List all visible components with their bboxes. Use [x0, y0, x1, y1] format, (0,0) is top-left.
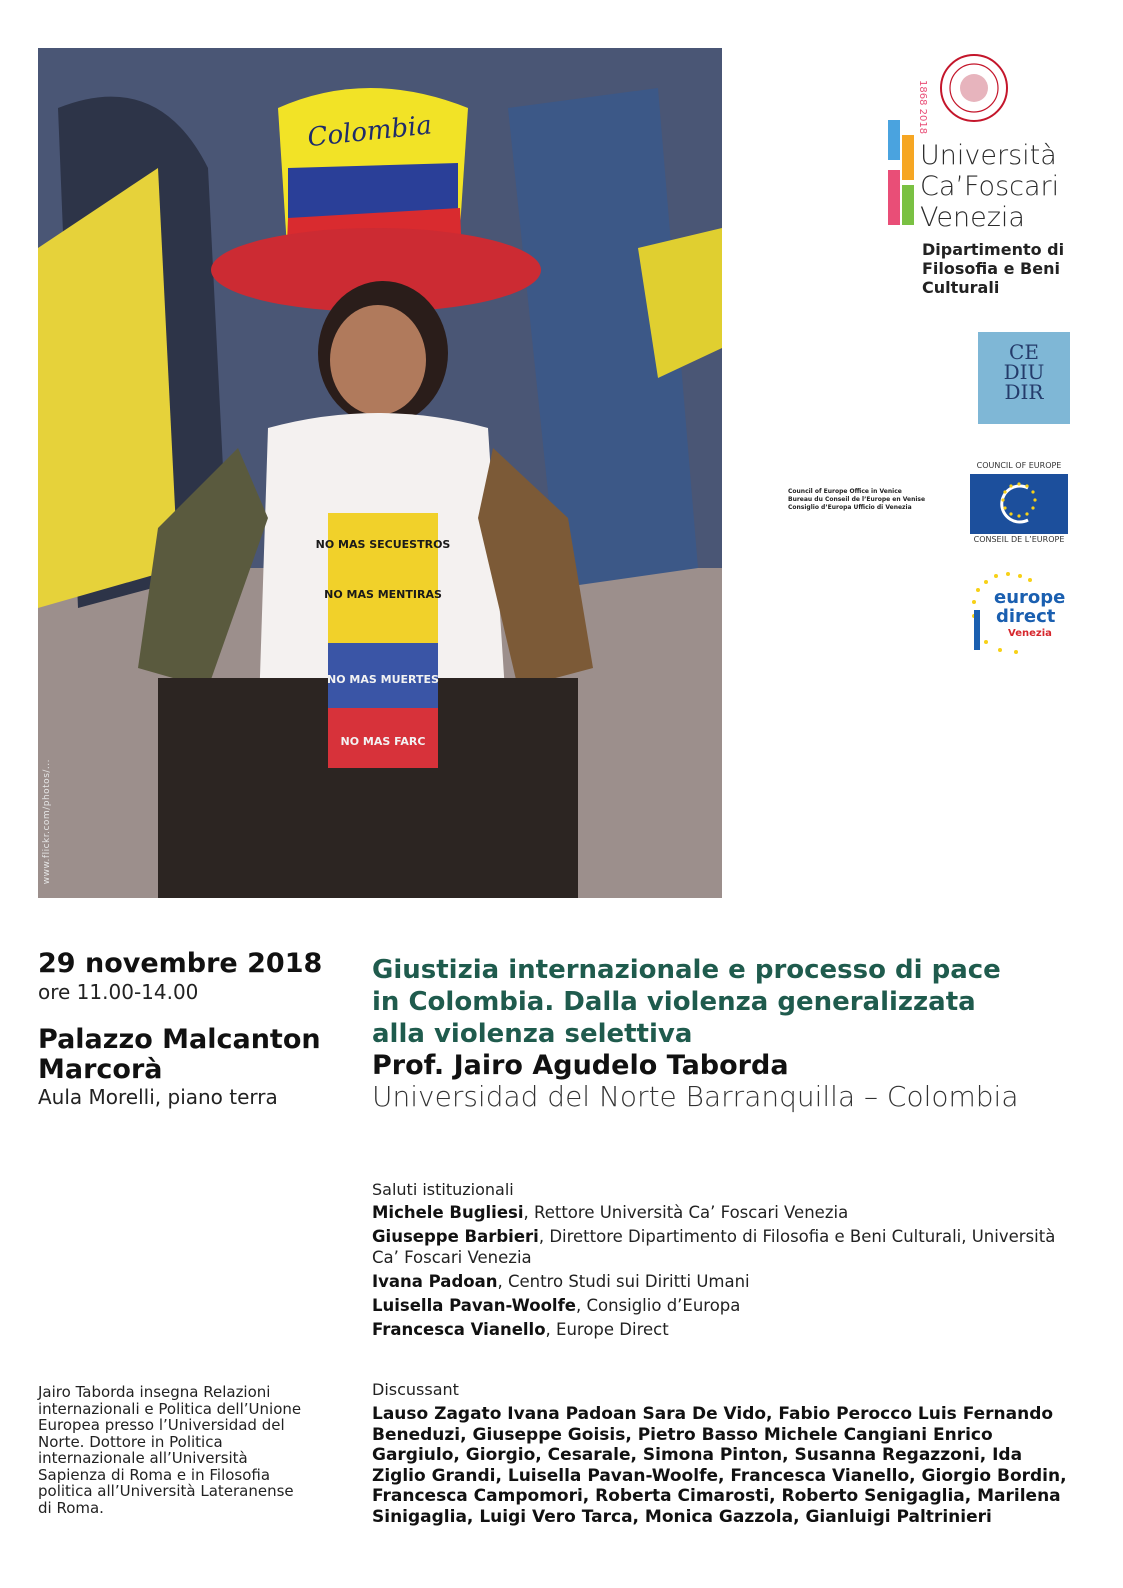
department-line-3: Culturali [922, 278, 1000, 297]
coe-bottom-label: CONSEIL DE L’EUROPE [973, 535, 1065, 544]
event-venue: Palazzo Malcanton Marcorà [38, 1024, 321, 1085]
photo-illustration [38, 48, 722, 898]
event-date: 29 novembre 2018 [38, 948, 323, 979]
council-of-europe-flag-icon [970, 474, 1068, 534]
sign-line-1: NO MAS SECUESTROS [315, 538, 451, 551]
event-room: Aula Morelli, piano terra [38, 1085, 278, 1109]
university-name [920, 140, 1059, 233]
saluti-name: Giuseppe Barbieri [372, 1227, 539, 1246]
sign-line-3: NO MAS MUERTES [327, 673, 439, 686]
coe-caption-line-3: Consiglio d’Europa Ufficio di Venezia [788, 504, 912, 511]
sign-line-4: NO MAS FARC [340, 735, 426, 748]
coe-caption-line-1: Council of Europe Office in Venice [788, 488, 902, 495]
event-title: Giustizia internazionale e processo di pace in Colombia. Dalla violenza generalizzata alla violenza selettiva [372, 955, 1001, 1049]
saluti-role: , Centro Studi sui Diritti Umani [497, 1272, 750, 1291]
university-name-line-3: Venezia [920, 202, 1025, 233]
discussant-list: Lauso Zagato Ivana Padoan Sara De Vido, Fabio Perocco Luis Fernando Beneduzi, Giuseppe Goisis, Pietro Basso Michele Cangiani Enrico Gargiulo, Giorgio, Cesarale, Simona Pinton, Susanna Regazzoni, Ida Ziglio Grandi, Luisella Pavan-Woolfe, Francesca Vianello, Giorgio Bordin, Francesca Campomori, Roberta Cimarosti, Roberto Senigaglia, Marilena Sinigaglia, Luigi Vero Tarca, Monica Gazzola, Gianluigi Paltrinieri [372, 1404, 1067, 1527]
department-line-1: Dipartimento di [922, 240, 1065, 259]
europe-direct-venezia: Venezia [1008, 628, 1052, 639]
speaker-affiliation: Universidad del Norte Barranquilla – Colombia [372, 1080, 1019, 1113]
department-line-2: Filosofia e Beni [922, 259, 1060, 278]
speaker-bio: Jairo Taborda insegna Relazioni internazionali e Politica dell’Unione Europea presso l’Universidad del Norte. Dottore in Politica internazionale all’Università Sapienza di Roma e in Filosofia politica all’Università Lateranense di Roma. [38, 1383, 302, 1517]
saluti-name: Ivana Padoan [372, 1272, 498, 1291]
saluti-item [372, 1319, 1062, 1340]
saluti-list [372, 1202, 1062, 1343]
europe-direct-europe: europe [994, 587, 1066, 608]
saluti-role: , Rettore Università Ca’ Foscari Venezia [523, 1203, 849, 1222]
cedudir-line-2: DIU [1003, 360, 1045, 384]
university-name-line-2: Ca’Foscari [920, 171, 1060, 202]
discussant-label: Discussant [372, 1380, 459, 1399]
saluti-item [372, 1271, 1062, 1292]
saluti-role: , Europe Direct [545, 1320, 669, 1339]
saluti-role: , Consiglio d’Europa [575, 1296, 741, 1315]
hat-text: Colombia [306, 110, 434, 154]
europe-direct-direct: direct [996, 606, 1056, 627]
speaker-name: Prof. Jairo Agudelo Taborda [372, 1050, 789, 1081]
saluti-item [372, 1226, 1062, 1268]
coe-top-label: COUNCIL OF EUROPE [976, 461, 1062, 470]
coe-caption-line-2: Bureau du Conseil de l’Europe en Venise [788, 496, 926, 503]
saluti-label: Saluti istituzionali [372, 1180, 514, 1199]
unive-seal-icon [938, 48, 1010, 128]
cedudir-logo [978, 332, 1070, 424]
saluti-item [372, 1202, 1062, 1223]
sign-line-2: NO MAS MENTIRAS [324, 588, 442, 601]
coe-caption [788, 488, 925, 512]
event-photo [38, 48, 722, 898]
cedudir-line-1: CE [1009, 340, 1039, 364]
department-name [922, 240, 1064, 297]
event-time: ore 11.00-14.00 [38, 980, 199, 1004]
saluti-role: , Direttore Dipartimento di Filosofia e Beni Culturali, Università Ca’ Foscari Venezia [372, 1227, 1056, 1267]
saluti-name: Michele Bugliesi [372, 1203, 524, 1222]
university-name-line-1: Università [920, 140, 1057, 171]
saluti-name: Luisella Pavan-Woolfe [372, 1296, 576, 1315]
saluti-item [372, 1295, 1062, 1316]
unive-years: 1868 2018 [917, 80, 928, 135]
photo-credit: www.flickr.com/photos/... [42, 758, 52, 884]
cedudir-line-3: DIR [1004, 380, 1044, 404]
saluti-name: Francesca Vianello [372, 1320, 546, 1339]
